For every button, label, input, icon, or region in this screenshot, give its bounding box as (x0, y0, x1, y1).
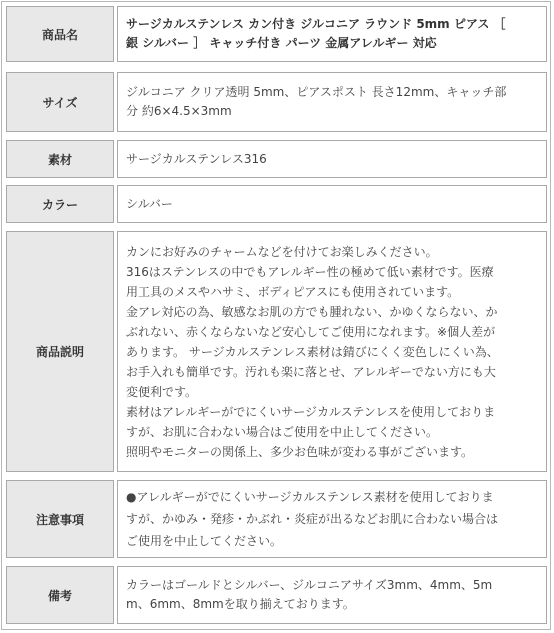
product-spec-table (1, 1, 551, 630)
value-size (117, 72, 547, 132)
description-line: 素材はアレルギーがでにくいサージカルステンレスを使用しておりま (126, 404, 496, 419)
color-line: シルバー (126, 196, 173, 211)
product-name-line: サージカルステンレス カン付き ジルコニア ラウンド 5mm ピアス ［ (126, 17, 506, 31)
value-color (117, 185, 547, 223)
size-line: ジルコニア クリア透明 5mm、ピアスポスト 長さ12mm、キャッチ部 (126, 85, 507, 99)
row-notes (6, 566, 547, 624)
precautions-line: すが、かゆみ・発疹・かぶれ・炎症が出るなどお肌に合わない場合は (126, 512, 499, 526)
description-line: ぶれない、赤くならないなど安心してご使用になれます。※個人差が (126, 324, 496, 339)
value-description (117, 231, 547, 472)
value-notes (117, 566, 547, 624)
label-color: カラー (6, 185, 114, 223)
row-product-name (6, 6, 547, 62)
row-description (6, 231, 547, 472)
description-line: 用工具のメスやハサミ、ボディピアスにも使用されています。 (126, 284, 460, 299)
description-line: 316はステンレスの中でもアレルギー性の極めて低い素材です。医療 (126, 264, 494, 279)
description-line: 金アレ対応の為、敏感なお肌の方でも腫れない、かゆくならない、か (126, 304, 498, 319)
notes-line: m、6mm、8mmを取り揃えております。 (126, 597, 355, 611)
value-material (117, 140, 547, 178)
description-line: すが、お肌に合わない場合はご使用を中止してください。 (126, 424, 439, 439)
product-name-line: 銀 シルバー ］ キャッチ付き パーツ 金属アレルギー 対応 (126, 36, 437, 50)
label-size: サイズ (6, 72, 114, 132)
notes-line: カラーはゴールドとシルバー、ジルコニアサイズ3mm、4mm、5m (126, 578, 493, 592)
precautions-line: ご使用を中止してください。 (126, 534, 283, 548)
label-product-name: 商品名 (6, 6, 114, 62)
description-line: お手入れも簡単です。汚れも楽に落とせ、アレルギーでない方にも大 (126, 364, 496, 379)
description-line: 変便利です。 (126, 384, 198, 399)
label-precautions: 注意事項 (6, 480, 114, 558)
material-line: サージカルステンレス316 (126, 151, 267, 166)
label-notes: 備考 (6, 566, 114, 624)
description-line: カンにお好みのチャームなどを付けてお楽しみください。 (126, 244, 438, 259)
value-product-name (117, 6, 547, 62)
label-description: 商品説明 (6, 231, 114, 472)
size-line: 分 約6×4.5×3mm (126, 104, 232, 118)
description-line: あります。 サージカルステンレス素材は錆びにくく変色しにくい為、 (126, 344, 499, 359)
row-color (6, 185, 547, 223)
label-material: 素材 (6, 140, 114, 178)
description-line: 照明やモニターの関係上、多少お色味が変わる事がございます。 (126, 444, 474, 459)
value-precautions (117, 480, 547, 558)
row-precautions (6, 480, 547, 558)
row-material (6, 140, 547, 178)
precautions-line: ●アレルギーがでにくいサージカルステンレス素材を使用しておりま (126, 490, 494, 504)
row-size (6, 72, 547, 132)
